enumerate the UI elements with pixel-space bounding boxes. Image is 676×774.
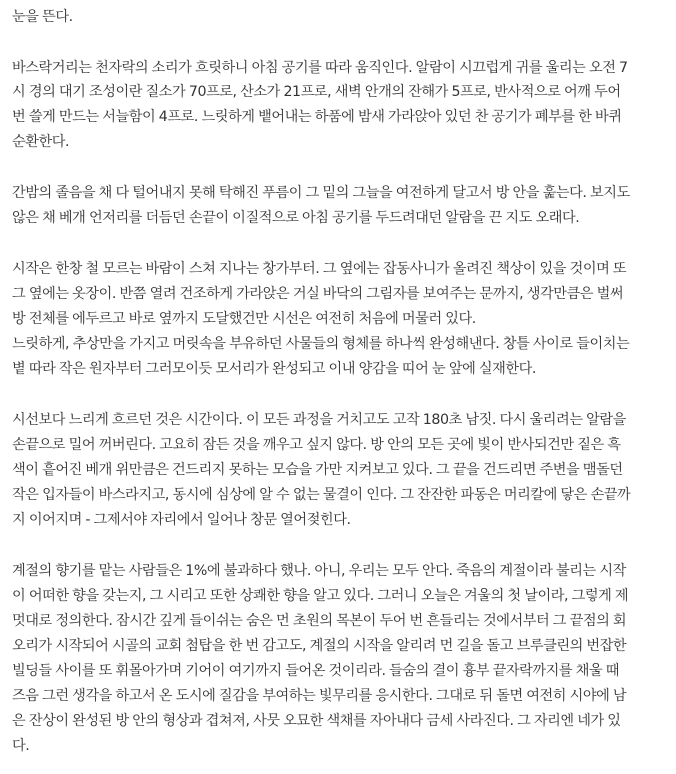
text-line: 눈을 뜬다. bbox=[12, 9, 73, 25]
text-line: 작은 입자들이 바스라지고, 동시에 심상에 알 수 없는 물결이 인다. 그 잔잔한 파동은 머리칼에 닿은 손끝까 bbox=[12, 487, 631, 503]
text-line: 그 옆에는 옷장이. 반쯤 열려 건조하게 가라앉은 거실 바닥의 그림자를 보여주는 문까지, 생각만큼은 벌써 bbox=[12, 286, 624, 302]
text-line: 계절의 향기를 맡는 사람들은 1%에 불과하다 했나. 아니, 우리는 모두 안다. 죽음의 계절이라 불리는 시작 bbox=[12, 563, 626, 579]
text-line: 지 이어지며 - 그제서야 자리에서 일어나 창문 열어젖힌다. bbox=[12, 512, 351, 528]
text-line: 않은 채 베개 언저리를 더듬던 손끝이 이질적으로 아침 공기를 두드려대던 알람을 끈 지도 오래다. bbox=[12, 210, 580, 226]
text-line: 볕 따라 작은 원자부터 그러모이듯 모서리가 완성되고 이내 양감을 띠어 눈 앞에 실재한다. bbox=[12, 361, 536, 377]
text-line: 색이 흩어진 베개 위만큼은 건드리지 못하는 모습을 가만 지켜보고 있다. 그 끝을 건드리면 주변을 맴돌던 bbox=[12, 462, 623, 478]
text-line: 방 전체를 에두르고 바로 옆까지 도달했건만 시선은 여전히 처음에 머물러 있다. bbox=[12, 311, 476, 327]
text-line: 바스락거리는 천자락의 소리가 흐릿하니 아침 공기를 따라 움직인다. 알람이 시끄럽게 귀를 울리는 오전 7 bbox=[12, 60, 628, 76]
text-line: 빌딩들 사이를 또 휘몰아가며 기어이 여기까지 들어온 것이리라. 들숨의 결이 흉부 끝자락까지를 채울 때 bbox=[12, 663, 620, 679]
text-line: 시 경의 대기 조성이란 질소가 70프로, 산소가 21프로, 새벽 안개의 잔해가 5프로, 반사적으로 어깨 두어 bbox=[12, 84, 621, 100]
text-line: 오리가 시작되어 시골의 교회 첨탑을 한 번 감고도, 계절의 시작을 알리려 먼 길을 돌고 브루클린의 번잡한 bbox=[12, 638, 627, 654]
text-line: 손끝으로 밀어 꺼버린다. 고요히 잠든 것을 깨우고 싶지 않다. 방 안의 모든 곳에 빛이 반사되건만 짙은 흑 bbox=[12, 437, 621, 453]
text-line: 시선보다 느리게 흐르던 것은 시간이다. 이 모든 과정을 거치고도 고작 180초 남짓. 다시 울리려는 알람을 bbox=[12, 412, 626, 428]
text-line: 느릿하게, 추상만을 가지고 머릿속을 부유하던 사물들의 형체를 하나씩 완성해낸다. 창틀 사이로 들이치는 bbox=[12, 336, 630, 352]
text-line: 간밤의 졸음을 채 다 털어내지 못해 탁해진 푸름이 그 밑의 그늘을 여전하게 달고서 방 안을 훑는다. 보지도 bbox=[12, 185, 630, 201]
text-line: 이 어떠한 향을 갖는지, 그 시리고 또한 상쾌한 향을 알고 있다. 그러니 오늘은 겨울의 첫 날이라, 그렇게 제 bbox=[12, 588, 629, 604]
text-line: 즈음 그런 생각을 하고서 온 도시에 질감을 부여하는 빛무리를 응시한다. 그대로 뒤 돌면 여전히 시야에 남 bbox=[12, 688, 627, 704]
text-line: 멋대로 정의한다. 잠시간 깊게 들이쉬는 숨은 먼 초원의 목본이 두어 번 흔들리는 것에서부터 그 끝점의 회 bbox=[12, 613, 627, 629]
text-line: 은 잔상이 완성된 방 안의 형상과 겹쳐져, 사뭇 오묘한 색채를 자아내다 금세 사라진다. 그 자리엔 네가 있 bbox=[12, 713, 621, 729]
text-line: 순환한다. bbox=[12, 134, 70, 150]
text-line: 다. bbox=[12, 738, 30, 754]
text-line: 시작은 한창 철 모르는 바람이 스쳐 지나는 창가부터. 그 옆에는 잡동사니가 올려진 책상이 있을 것이며 또 bbox=[12, 261, 627, 277]
text-line: 번 쓸게 만드는 서늘함이 4프로. 느릿하게 뱉어내는 하품에 밤새 가라앉아 있던 찬 공기가 폐부를 한 바퀴 bbox=[12, 109, 622, 125]
